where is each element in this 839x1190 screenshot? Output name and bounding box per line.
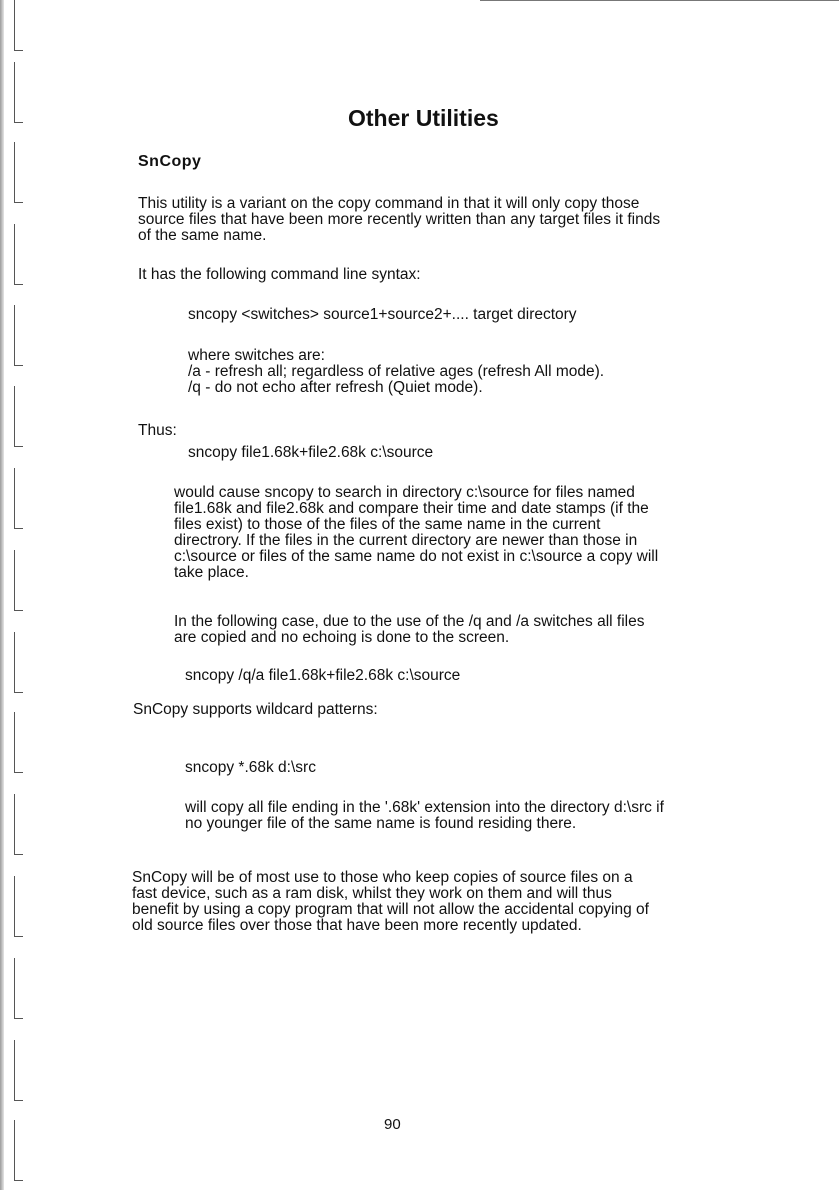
binding-mark <box>14 142 23 203</box>
binding-mark <box>14 794 23 855</box>
binding-mark <box>14 632 23 693</box>
binding-mark <box>14 305 23 366</box>
thus-label: Thus: <box>138 422 177 439</box>
page-title: Other Utilities <box>348 105 499 131</box>
binding-mark <box>14 0 23 51</box>
binding-mark <box>14 958 23 1019</box>
binding-marks <box>0 0 40 1190</box>
binding-mark <box>14 1120 23 1181</box>
binding-mark <box>14 224 23 285</box>
syntax-intro: It has the following command line syntax: <box>138 266 421 283</box>
top-rule <box>480 0 839 1</box>
binding-mark <box>14 712 23 773</box>
switches-list: where switches are: /a - refresh all; regardless of relative ages (refresh All mode). /q - do not echo after refresh (Quiet mode). <box>188 347 605 396</box>
section-heading: SnCopy <box>138 153 202 170</box>
example2-intro: In the following case, due to the use of the /q and /a switches all files are copied and no echoing is done to the screen. <box>174 613 645 646</box>
intro-paragraph: This utility is a variant on the copy command in that it will only copy those source files that have been more recently written than any target files it finds of the same name. <box>138 195 661 244</box>
binding-mark <box>14 876 23 937</box>
example3-explanation: will copy all file ending in the '.68k' extension into the directory d:\src if no younger file of the same name is found residing there. <box>185 799 664 832</box>
example2-command: sncopy /q/a file1.68k+file2.68k c:\source <box>185 667 461 684</box>
wildcard-intro: SnCopy supports wildcard patterns: <box>133 701 378 718</box>
binding-mark <box>14 550 23 611</box>
syntax-line: sncopy <switches> source1+source2+.... target directory <box>188 306 577 323</box>
binding-mark <box>14 62 23 123</box>
example1-command: sncopy file1.68k+file2.68k c:\source <box>188 444 434 461</box>
page-number: 90 <box>384 1116 401 1133</box>
closing-paragraph: SnCopy will be of most use to those who keep copies of source files on a fast device, such as a ram disk, whilst they work on them and will thus benefit by using a copy program that will not allow the accidental copying of old source files over those that have been more recently updated. <box>132 869 649 934</box>
binding-mark <box>14 386 23 447</box>
binding-mark <box>14 1040 23 1101</box>
example3-command: sncopy *.68k d:\src <box>185 759 316 776</box>
binding-mark <box>14 468 23 529</box>
example1-explanation: would cause sncopy to search in directory c:\source for files named file1.68k and file2.68k and compare their time and date stamps (if the files exist) to those of the files of the same name in the current directrory. If the files in the current directory are newer than those in c:\source or files of the same name do not exist in c:\source a copy will take place. <box>174 484 659 581</box>
